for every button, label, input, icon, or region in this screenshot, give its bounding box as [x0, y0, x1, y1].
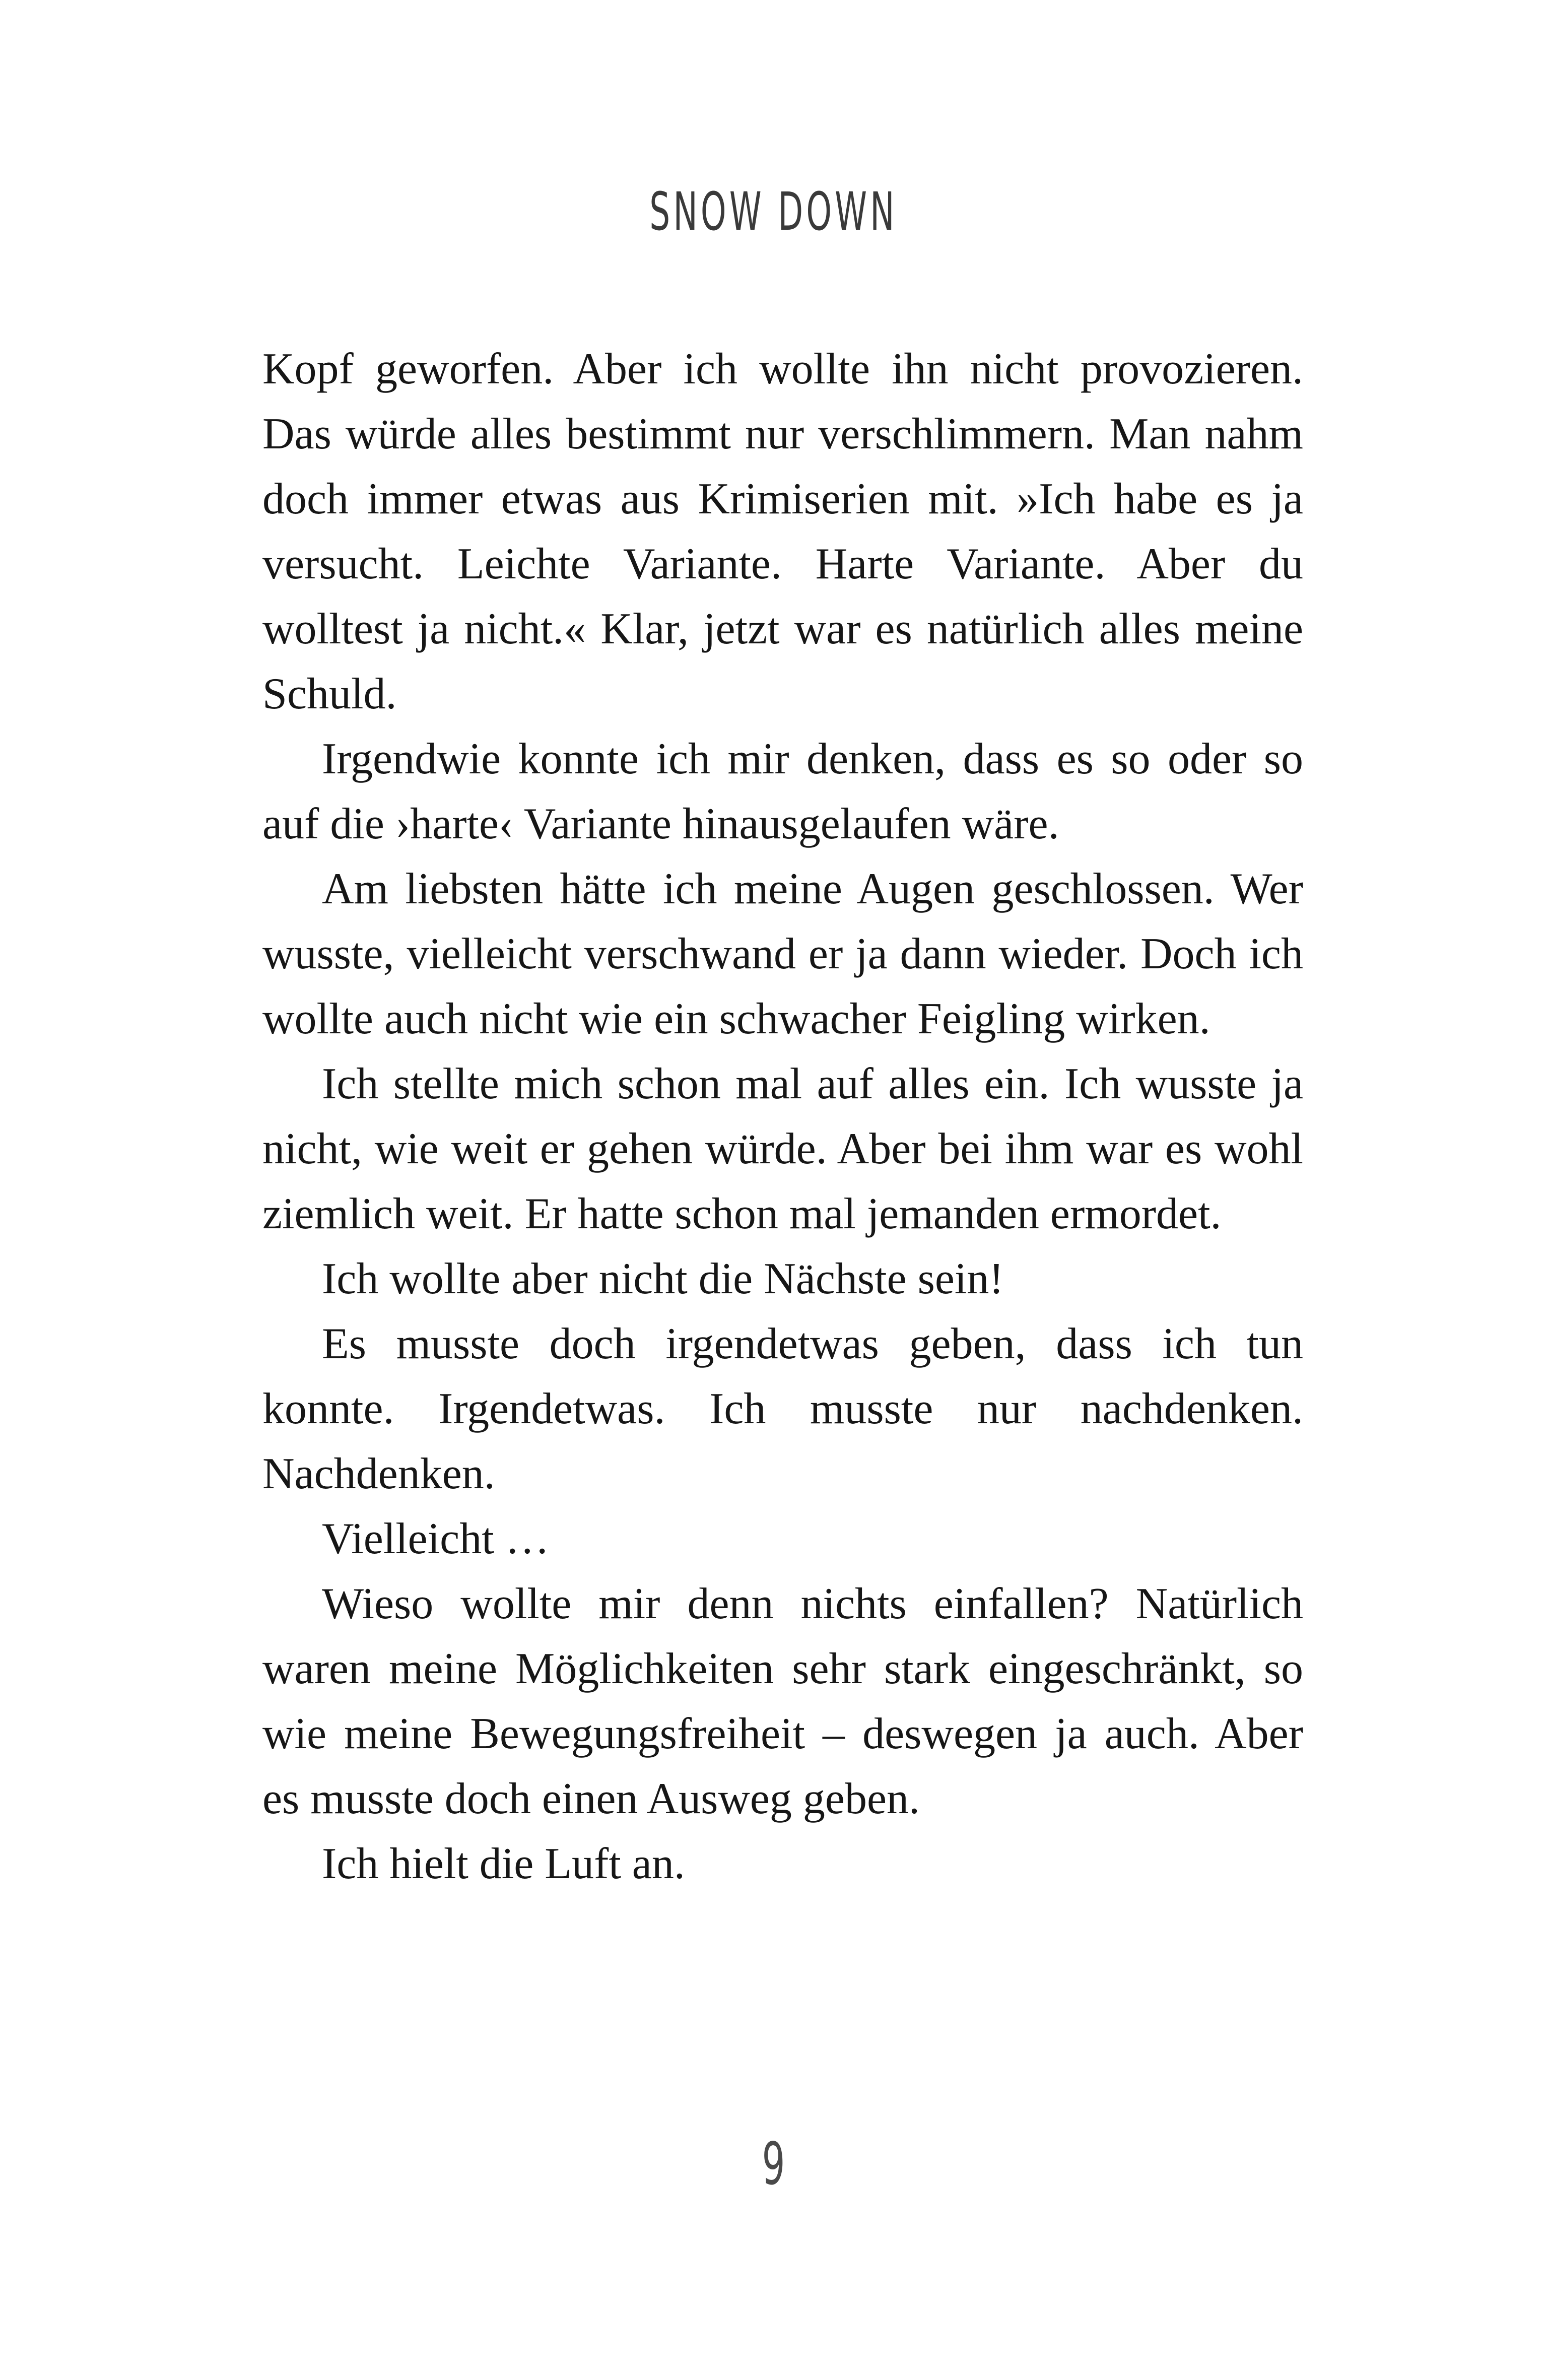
running-title: SNOW DOWN: [649, 181, 898, 242]
paragraph: Kopf geworfen. Aber ich wollte ihn nicht provozieren. Das würde alles bestimmt nur verschlimmern. Man nahm doch immer etwas aus Krimiserien mit. »Ich habe es ja versucht. Leichte Variante. Harte Variante. Aber du wolltest ja nicht.« Klar, jetzt war es natürlich alles meine Schuld.: [262, 345, 1303, 718]
paragraph: Es musste doch irgendetwas geben, dass ich tun konnte. Irgendetwas. Ich musste nur nachdenken. Nachdenken.: [262, 1319, 1303, 1498]
paragraph: Ich hielt die Luft an.: [322, 1839, 685, 1888]
paragraph: Vielleicht …: [322, 1514, 550, 1563]
paragraph: Ich stellte mich schon mal auf alles ein. Ich wusste ja nicht, wie weit er gehen würde. Aber bei ihm war es wohl ziemlich weit. Er hatte schon mal jemanden ermordet.: [262, 1060, 1303, 1238]
page-number: 9: [762, 2130, 785, 2198]
paragraph: Wieso wollte mir denn nichts einfallen? Natürlich waren meine Möglichkeiten sehr stark eingeschränkt, so wie meine Bewegungsfreiheit – deswegen ja auch. Aber es musste doch einen Ausweg geben.: [262, 1579, 1303, 1823]
paragraph: Am liebsten hätte ich meine Augen geschlossen. Wer wusste, vielleicht verschwand er ja dann wieder. Doch ich wollte auch nicht wie ein schwacher Feigling wirken.: [262, 865, 1303, 1043]
paragraph: Ich wollte aber nicht die Nächste sein!: [322, 1254, 1004, 1303]
body-text: [262, 337, 1303, 1896]
paragraph: Irgendwie konnte ich mir denken, dass es so oder so auf die ›harte‹ Variante hinausgelaufen wäre.: [262, 735, 1303, 848]
